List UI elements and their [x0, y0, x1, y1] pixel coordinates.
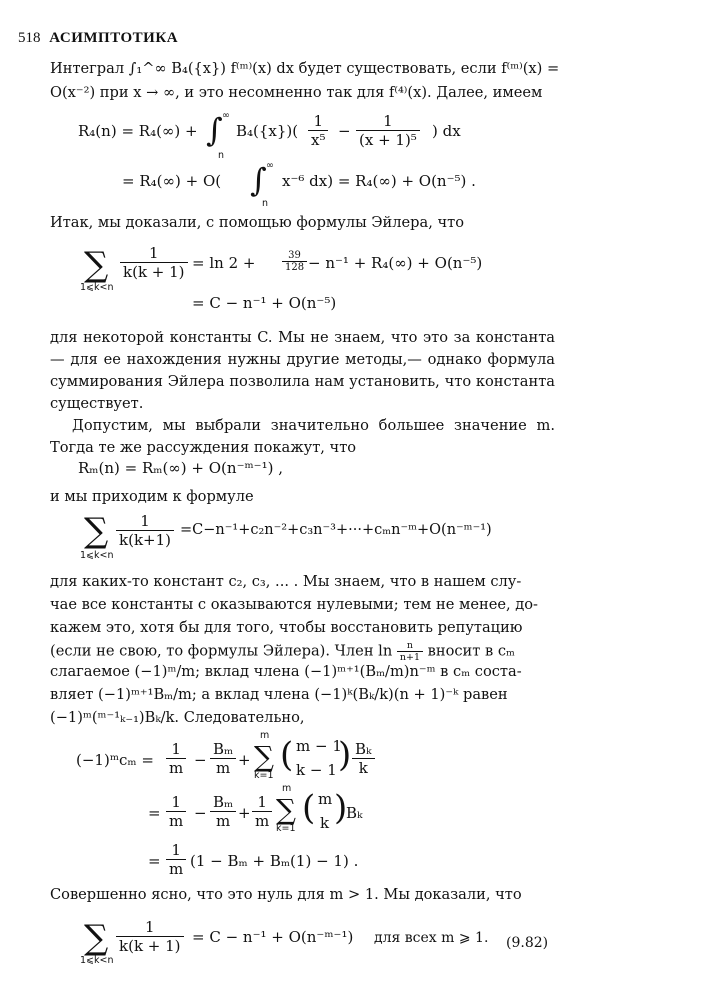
eq2-frac-den: k(k + 1): [120, 262, 188, 281]
summation-sign-3: ∑: [84, 918, 109, 958]
eq1-frac-1-num: 1: [313, 112, 324, 130]
eq1-frac-1: [308, 112, 328, 149]
summation-sign-2: ∑: [84, 511, 109, 551]
equation-remainder-rm: Rₘ(n) = Rₘ(∞) + O(n⁻ᵐ⁻¹) ,: [78, 459, 284, 477]
eq6-sum-limits: 1⩽k<n: [80, 955, 114, 966]
eq5-l3-frac-den: m: [166, 859, 186, 878]
eq6-frac-den: k(k + 1): [116, 936, 184, 955]
eq5-l1-binom-close: ): [338, 735, 352, 775]
eq5-l2-frac-3: [252, 793, 272, 830]
running-title: АСИМПТОТИКА: [49, 30, 179, 46]
eq5-l2-binom-open: (: [302, 788, 316, 828]
paragraph-5: и мы приходим к формуле: [50, 488, 254, 505]
eq4-rhs: =C−n⁻¹+c₂n⁻²+c₃n⁻³+···+cₘn⁻ᵐ+O(n⁻ᵐ⁻¹): [180, 522, 492, 538]
eq5-l2-sum: ∑: [276, 793, 296, 826]
eq5-l2-frac-3-num: 1: [257, 793, 267, 811]
eq5-l2-frac-1-den: m: [166, 811, 186, 830]
paragraph-4: Допустим, мы выбрали значительно большее значение m. Тогда те же рассуждения покажут, что: [50, 417, 555, 456]
paragraph-7: Совершенно ясно, что это нуль для m > 1. Мы доказали, что: [50, 886, 522, 903]
paragraph-6-line-3: кажем это, хотя бы для того, чтобы восстановить репутацию: [50, 619, 523, 636]
eq4-frac: [116, 512, 174, 549]
eq2-small-frac: [282, 250, 307, 273]
paragraph-3: для некоторой константы C. Мы не знаем, что это за константа — для ее нахождения нужны другие методы,— однако формула суммирования Эйлера позволила нам установить, что константа существует.: [50, 329, 555, 412]
integral-sign: ∫: [206, 111, 223, 149]
eq5-l1-frac-2-den: m: [210, 758, 236, 777]
paragraph-1-line-1: Интеграл ∫₁^∞ B₄({x}) f⁽ᵐ⁾(x) dx будет существовать, если f⁽ᵐ⁾(x) =: [50, 60, 560, 77]
paragraph-1-line-2: O(x⁻²) при x → ∞, и это несомненно так для f⁽⁴⁾(x). Далее, имеем: [50, 84, 543, 101]
eq4-sum-limits: 1⩽k<n: [80, 550, 114, 561]
eq2-small-frac-den: 128: [282, 261, 307, 273]
eq5-l1-binom-top: m − 1: [296, 737, 342, 755]
eq1-body-b: ) dx: [432, 122, 461, 140]
equation-number: (9.82): [506, 935, 549, 951]
eq5-l2-tail: Bₖ: [346, 804, 363, 822]
eq1-line2-int-lower: n: [262, 198, 269, 209]
paragraph-6-line-7: (−1)ᵐ(ᵐ⁻¹ₖ₋₁)Bₖ/k. Следовательно,: [50, 709, 305, 726]
eq1-frac-2-den: (x + 1)⁵: [356, 130, 420, 149]
eq1-line2-b: x⁻⁶ dx) = R₄(∞) + O(n⁻⁵) .: [282, 172, 476, 190]
eq4-frac-num: 1: [140, 512, 150, 530]
eq5-l1-binom-open: (: [280, 735, 294, 775]
eq5-l2-frac-1: [166, 793, 186, 830]
paragraph-6-line-4-a: (если не свою, то формулы Эйлера). Член ln: [50, 642, 393, 660]
eq5-l1-frac-3-num: Bₖ: [355, 740, 372, 758]
paragraph-6-line-4: [50, 640, 515, 663]
integral-sign-2: ∫: [250, 161, 267, 199]
eq5-l1-frac-3-den: k: [352, 758, 375, 777]
paragraph-6-line-6: вляет (−1)ᵐ⁺¹Bₘ/m; а вклад члена (−1)ᵏ(Bₖ/k)(n + 1)⁻ᵏ равен: [50, 686, 508, 703]
eq5-l1-frac-1-den: m: [166, 758, 186, 777]
eq5-l1-plus: +: [238, 751, 251, 769]
eq5-l1-minus: −: [194, 751, 207, 769]
eq5-l2-sum-upper: m: [282, 783, 292, 794]
eq5-l3-frac-num: 1: [171, 841, 181, 859]
eq2-frac: [120, 244, 188, 281]
eq4-frac-den: k(k+1): [116, 530, 174, 549]
eq5-l1-binom-bot: k − 1: [296, 761, 337, 779]
eq5-l3-frac: [166, 841, 186, 878]
eq6-rhs: = C − n⁻¹ + O(n⁻ᵐ⁻¹): [192, 928, 354, 946]
eq2-rhs1-a: = ln 2 +: [192, 254, 256, 272]
page-number: 518: [18, 30, 41, 46]
eq1-int-lower: n: [218, 150, 225, 161]
eq5-l1-sum: ∑: [254, 740, 274, 773]
summation-sign: ∑: [84, 245, 109, 285]
eq5-l2-eq: =: [148, 804, 161, 822]
eq5-l2-minus: −: [194, 804, 207, 822]
eq5-l2-frac-1-num: 1: [171, 793, 181, 811]
eq1-frac-1-den: x⁵: [308, 130, 328, 149]
eq6-frac: [116, 918, 184, 955]
eq5-l1-frac-2-num: Bₘ: [213, 740, 234, 758]
eq1-frac-2: [356, 112, 420, 149]
eq2-frac-num: 1: [148, 244, 159, 262]
eq1-body-a: B₄({x})(: [236, 122, 299, 140]
eq2-small-frac-num: 39: [288, 250, 301, 261]
p6-small-frac-num: n: [406, 640, 414, 651]
paragraph-2: Итак, мы доказали, с помощью формулы Эйлера, что: [50, 214, 464, 231]
eq5-l2-frac-3-den: m: [252, 811, 272, 830]
eq5-l1-frac-1: [166, 740, 186, 777]
page-header: [18, 28, 178, 47]
eq5-l1-frac-3: [352, 740, 375, 777]
eq2-sum-limits: 1⩽k<n: [80, 282, 114, 293]
eq5-l1-sum-lower: k=1: [254, 770, 274, 781]
p6-small-frac-den: n+1: [397, 651, 423, 663]
eq5-l2-frac-2-den: m: [210, 811, 236, 830]
eq2-rhs2: = C − n⁻¹ + O(n⁻⁵): [192, 294, 337, 312]
p6-small-frac: [397, 640, 423, 663]
paragraph-6-line-2: чае все константы c оказываются нулевыми; тем не менее, до-: [50, 596, 538, 613]
eq5-l2-binom-bot: k: [320, 814, 330, 832]
eq1-line2-int-upper: ∞: [266, 160, 274, 171]
eq6-frac-num: 1: [144, 918, 155, 936]
eq5-l2-frac-2: [210, 793, 236, 830]
eq1-int-upper: ∞: [222, 110, 230, 121]
eq2-rhs1-b: − n⁻¹ + R₄(∞) + O(n⁻⁵): [308, 254, 483, 272]
paragraph-6-line-4-b: вносит в cₘ: [427, 642, 515, 660]
eq5-lhs: (−1)ᵐcₘ =: [76, 751, 154, 769]
eq5-l3-tail: (1 − Bₘ + Bₘ(1) − 1) .: [190, 852, 359, 870]
eq1-lhs: R₄(n) = R₄(∞) +: [78, 122, 198, 140]
eq1-line2-a: = R₄(∞) + O(: [122, 172, 222, 190]
eq1-frac-2-num: 1: [383, 112, 393, 130]
eq1-minus: −: [338, 122, 351, 140]
eq5-l1-frac-2: [210, 740, 236, 777]
eq5-l2-sum-lower: k=1: [276, 823, 296, 834]
eq5-l1-frac-1-num: 1: [171, 740, 181, 758]
eq5-l3-eq: =: [148, 852, 161, 870]
eq5-l2-binom-close: ): [334, 788, 348, 828]
paragraph-6-line-5: слагаемое (−1)ᵐ/m; вклад члена (−1)ᵐ⁺¹(Bₘ/m)n⁻ᵐ в cₘ соста-: [50, 663, 522, 680]
eq6-condition: для всех m ⩾ 1.: [374, 930, 489, 946]
eq5-l2-binom-top: m: [318, 790, 333, 808]
eq5-l2-frac-2-num: Bₘ: [213, 793, 234, 811]
eq5-l2-plus: +: [238, 804, 251, 822]
eq5-l1-sum-upper: m: [260, 730, 270, 741]
paragraph-6-line-1: для каких-то констант c₂, c₃, ... . Мы знаем, что в нашем слу-: [50, 573, 522, 590]
